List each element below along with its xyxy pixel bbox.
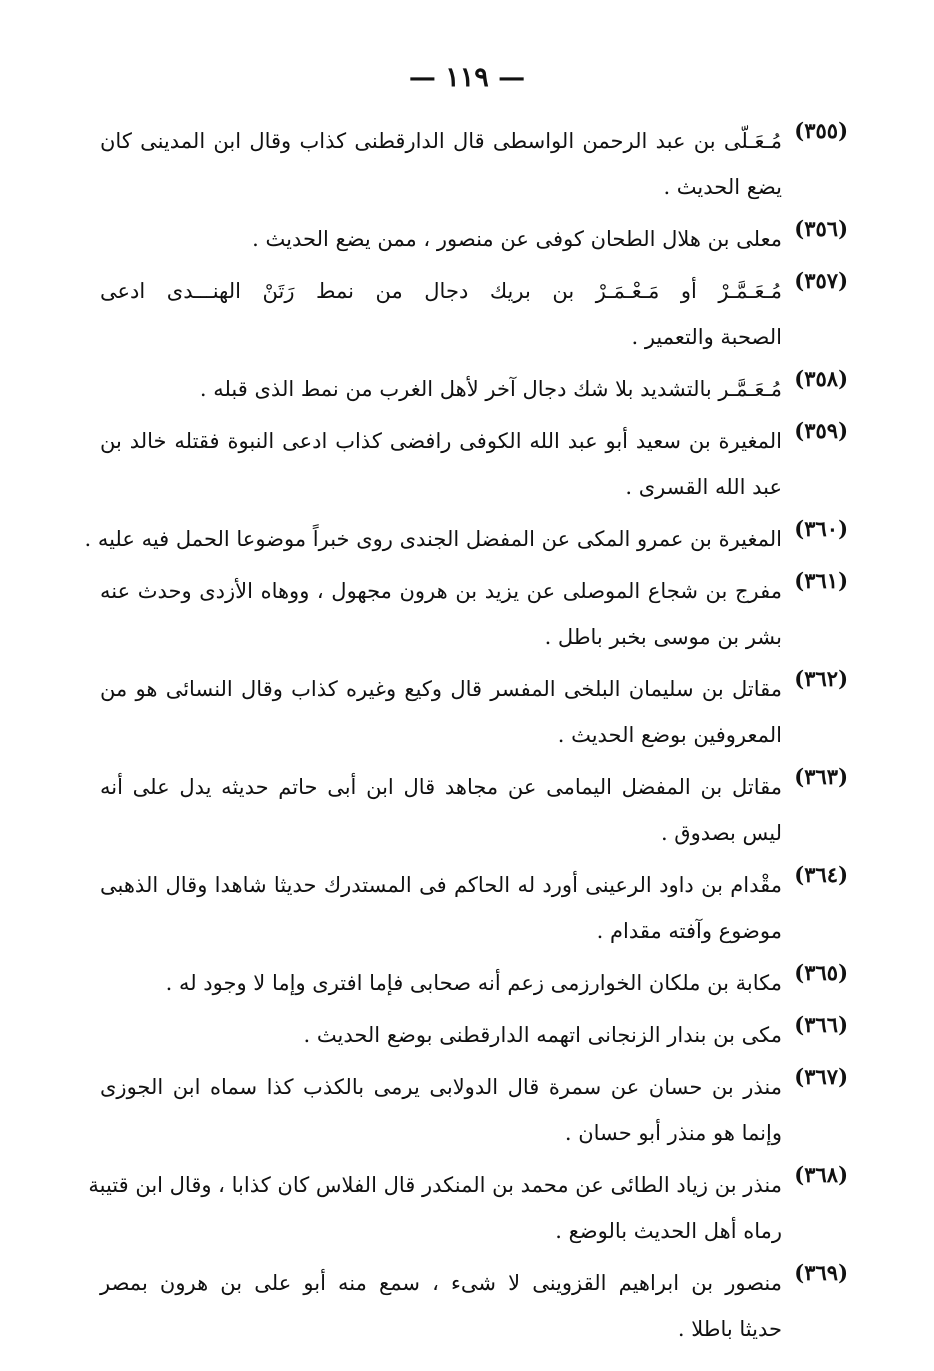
entry-number: (٣٦٣) (794, 764, 848, 789)
page-number: — ١١٩ — (408, 62, 526, 93)
entry-number: (٣٦٥) (794, 960, 848, 985)
entry-text-line: المعروفين بوضع الحديث . (557, 723, 782, 747)
entry-text-line: مُـعَـمَّـرْ أو مَـعْـمَـرْ بن بريك دجال من نمط رَتَنْ الهنـــدى ادعى (100, 279, 782, 303)
entry (100, 666, 848, 758)
entry (100, 862, 848, 954)
entry-text-line: مكى بن بندار الزنجانى اتهمه الدارقطنى بوضع الحديث . (303, 1023, 782, 1047)
entry-number: (٣٦٦) (794, 1012, 848, 1037)
entry (100, 216, 848, 262)
entry-text-line: بشر بن موسى بخبر باطل . (544, 625, 782, 649)
entry (100, 1012, 848, 1058)
entry-text-line: حديثا باطلا . (677, 1317, 782, 1341)
entry-text-line: موضوع وآفته مقدام . (596, 919, 782, 943)
entry-text-line: عبد الله القسرى . (625, 475, 782, 499)
entry (100, 268, 848, 360)
entry (88, 1162, 848, 1254)
entry-list (84, 118, 848, 1352)
entry-number: (٣٦٤) (794, 862, 848, 887)
entry-text-line: منذر بن حسان عن سمرة قال الدولابى يرمى بالكذب كذا سماه ابن الجوزى (100, 1075, 782, 1099)
entry (100, 568, 848, 660)
entry-text-line: يضع الحديث . (663, 175, 782, 199)
entry-number: (٣٥٥) (794, 118, 848, 143)
entry-text-line: مكابة بن ملكان الخوارزمى زعم أنه صحابى فإما افترى وإما لا وجود له . (165, 971, 782, 995)
entry-text-line: مقْدام بن داود الرعينى أورد له الحاكم فى المستدرك حديثا شاهدا وقال الذهبى (100, 873, 782, 897)
entry-text-line: المغيرة بن سعيد أبو عبد الله الكوفى رافضى كذاب ادعى النبوة فقتله خالد بن (100, 429, 782, 453)
entry-number: (٣٦٧) (794, 1064, 848, 1089)
entry-number: (٣٥٨) (794, 366, 848, 391)
entry (100, 764, 848, 856)
entry-number: (٣٦٢) (794, 666, 848, 691)
entry-text-line: مقاتل بن سليمان البلخى المفسر قال وكيع وغيره كذاب وقال النسائى هو من (100, 677, 782, 701)
entry-number: (٣٥٧) (794, 268, 848, 293)
entry-text-line: مُـعَـلّى بن عبد الرحمن الواسطى قال الدارقطنى كذاب وقال ابن المدينى كان (100, 129, 782, 153)
entry-text-line: منصور بن ابراهيم القزوينى لا شىء ، سمع منه أبو على بن هرون بمصر (100, 1271, 782, 1295)
entry-text-line: رماه أهل الحديث بالوضع . (555, 1219, 782, 1243)
entry (100, 960, 848, 1006)
entry-number: (٣٥٦) (794, 216, 848, 241)
entry-text-line: الصحبة والتعمير . (631, 325, 782, 349)
entry-text-line: ليس بصدوق . (660, 821, 782, 845)
entry-number: (٣٦٠) (794, 516, 848, 541)
entry-text-line: وإنما هو منذر أبو حسان . (564, 1121, 782, 1145)
entry-text-line: منذر بن زياد الطائى عن محمد بن المنكدر قال الفلاس كان كذابا ، وقال ابن قتيبة (88, 1173, 782, 1197)
entry (100, 118, 848, 210)
entry (84, 516, 848, 562)
entry-number: (٣٦٩) (794, 1260, 848, 1285)
entry (100, 366, 848, 412)
entry-text-line: مفرج بن شجاع الموصلى عن يزيد بن هرون مجهول ، ووهاه الأزدى وحدث عنه (100, 579, 782, 603)
entry-text-line: المغيرة بن عمرو المكى عن المفضل الجندى روى خبراً موضوعا الحمل فيه عليه . (84, 527, 782, 551)
entry-text-line: مُـعَـمَّـر بالتشديد بلا شك دجال آخر لأهل الغرب من نمط الذى قبله . (199, 377, 782, 401)
entry-number: (٣٥٩) (794, 418, 848, 443)
entry-number: (٣٦٨) (794, 1162, 848, 1187)
entry-text-line: مقاتل بن المفضل اليمامى عن مجاهد قال ابن أبى حاتم حديثه يدل على أنه (100, 775, 782, 799)
entry-text-line: معلى بن هلال الطحان كوفى عن منصور ، ممن يضع الحديث . (252, 227, 782, 251)
entry (100, 1260, 848, 1352)
entry (100, 418, 848, 510)
entry-number: (٣٦١) (794, 568, 848, 593)
entry (100, 1064, 848, 1156)
